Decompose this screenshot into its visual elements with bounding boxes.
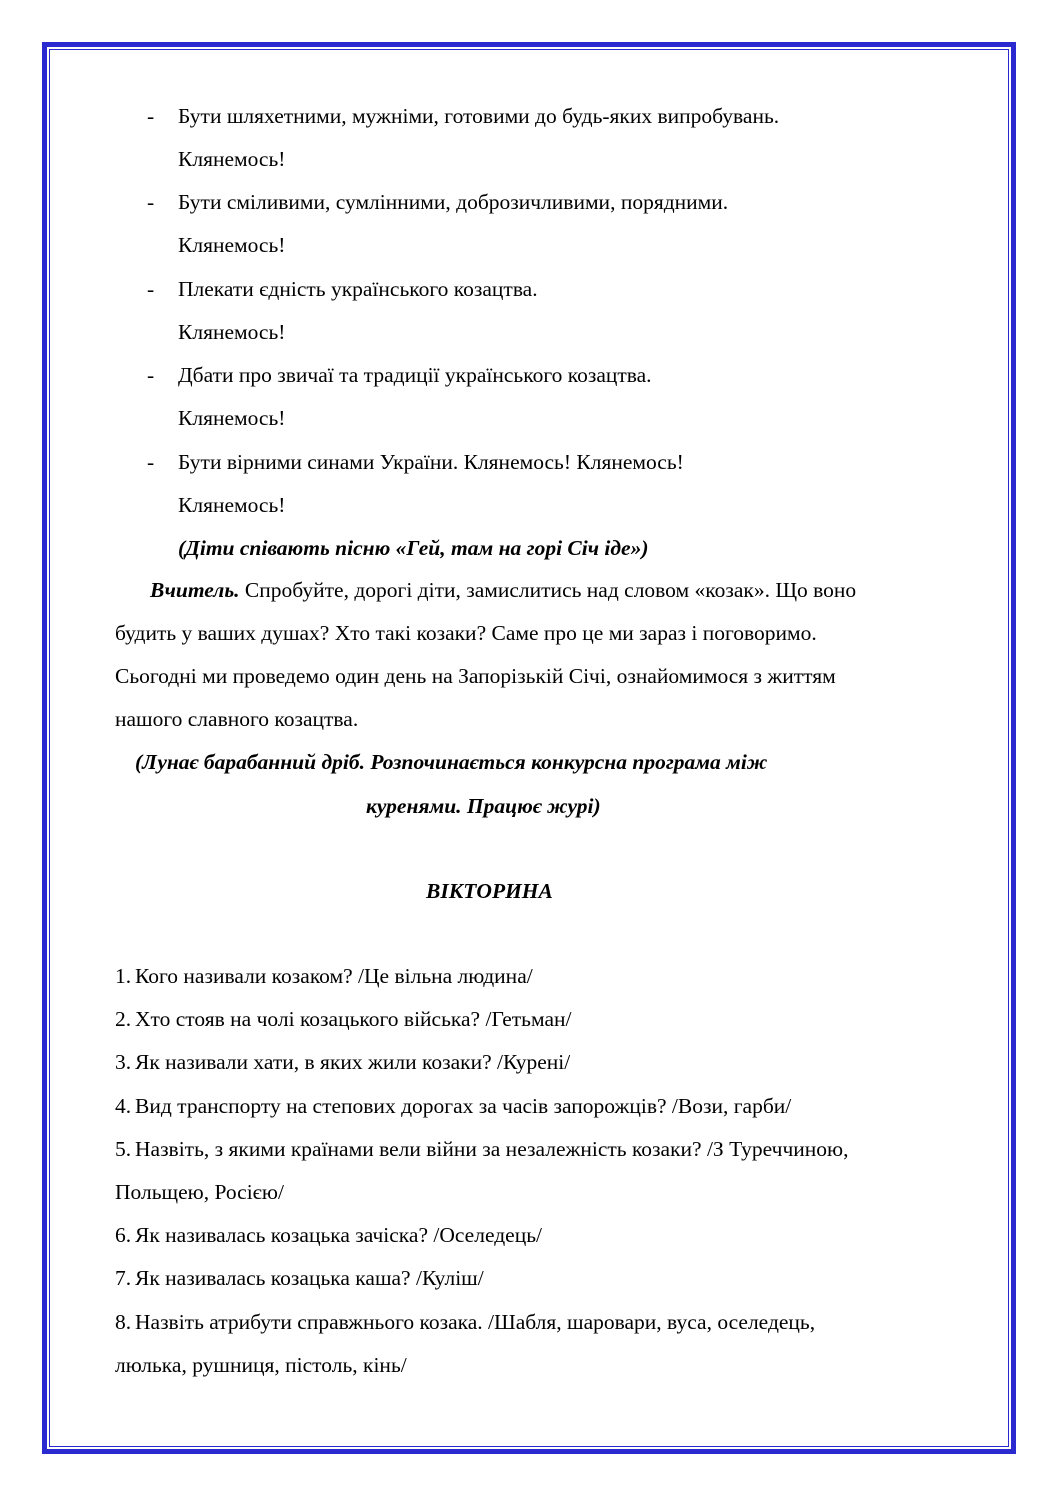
oath-response: Клянемось! [178,147,286,171]
oath-dash: - [147,190,155,214]
quiz-question-continuation: люлька, рушниця, пістоль, кінь/ [115,1353,407,1377]
quiz-number: 1. [115,964,132,988]
quiz-title: ВІКТОРИНА [426,879,553,903]
oath-response: Клянемось! [178,493,286,517]
quiz-question: Як називалась козацька каша? /Куліш/ [135,1266,484,1290]
quiz-question: Як називали хати, в яких жили козаки? /Курені/ [135,1050,571,1074]
quiz-question: Вид транспорту на степових дорогах за часів запорожців? /Вози, гарби/ [135,1094,792,1118]
quiz-question: Назвіть, з якими країнами вели війни за незалежність козаки? /З Туреччиною, [135,1137,849,1161]
quiz-number: 2. [115,1007,132,1031]
quiz-question: Назвіть атрибути справжнього козака. /Шабля, шаровари, вуса, оселедець, [135,1310,816,1334]
quiz-question: Як називалась козацька зачіска? /Оселедець/ [135,1223,542,1247]
teacher-text: будить у ваших душах? Хто такі козаки? Саме про це ми зараз і поговоримо. [115,621,817,645]
oath-dash: - [147,104,155,128]
stage-direction-contest: куренями. Працює журі) [366,794,601,818]
oath-line: Плекати єдність українського козацтва. [178,277,538,301]
oath-line: Дбати про звичаї та традиції українського козацтва. [178,363,652,387]
speaker-label: Вчитель. [150,578,240,602]
oath-response: Клянемось! [178,320,286,344]
oath-line: Бути шляхетними, мужніми, готовими до будь-яких випробувань. [178,104,780,128]
teacher-text: Спробуйте, дорогі діти, замислитись над словом «козак». Що воно [244,578,857,602]
oath-dash: - [147,277,155,301]
quiz-number: 6. [115,1223,132,1247]
quiz-question-continuation: Польщею, Росією/ [115,1180,284,1204]
oath-response: Клянемось! [178,406,286,430]
oath-response: Клянемось! [178,233,286,257]
oath-dash: - [147,450,155,474]
quiz-number: 3. [115,1050,132,1074]
stage-direction-contest: (Лунає барабанний дріб. Розпочинається конкурсна програма між [135,750,768,774]
oath-line: Бути сміливими, сумлінними, доброзичливими, порядними. [178,190,729,214]
quiz-number: 5. [115,1137,132,1161]
teacher-first-line [150,580,856,602]
oath-dash: - [147,363,155,387]
stage-direction-song: (Діти співають пісню «Гей, там на горі Січ іде») [178,536,649,560]
oath-line: Бути вірними синами України. Клянемось! Клянемось! [178,450,684,474]
quiz-question: Хто стояв на чолі козацького війська? /Гетьман/ [135,1007,572,1031]
quiz-number: 4. [115,1094,132,1118]
quiz-number: 8. [115,1310,132,1334]
quiz-number: 7. [115,1266,132,1290]
teacher-text: Сьогодні ми проведемо один день на Запорізькій Січі, ознайомимося з життям [115,664,836,688]
quiz-question: Кого називали козаком? /Це вільна людина/ [135,964,533,988]
teacher-text: нашого славного козацтва. [115,707,359,731]
